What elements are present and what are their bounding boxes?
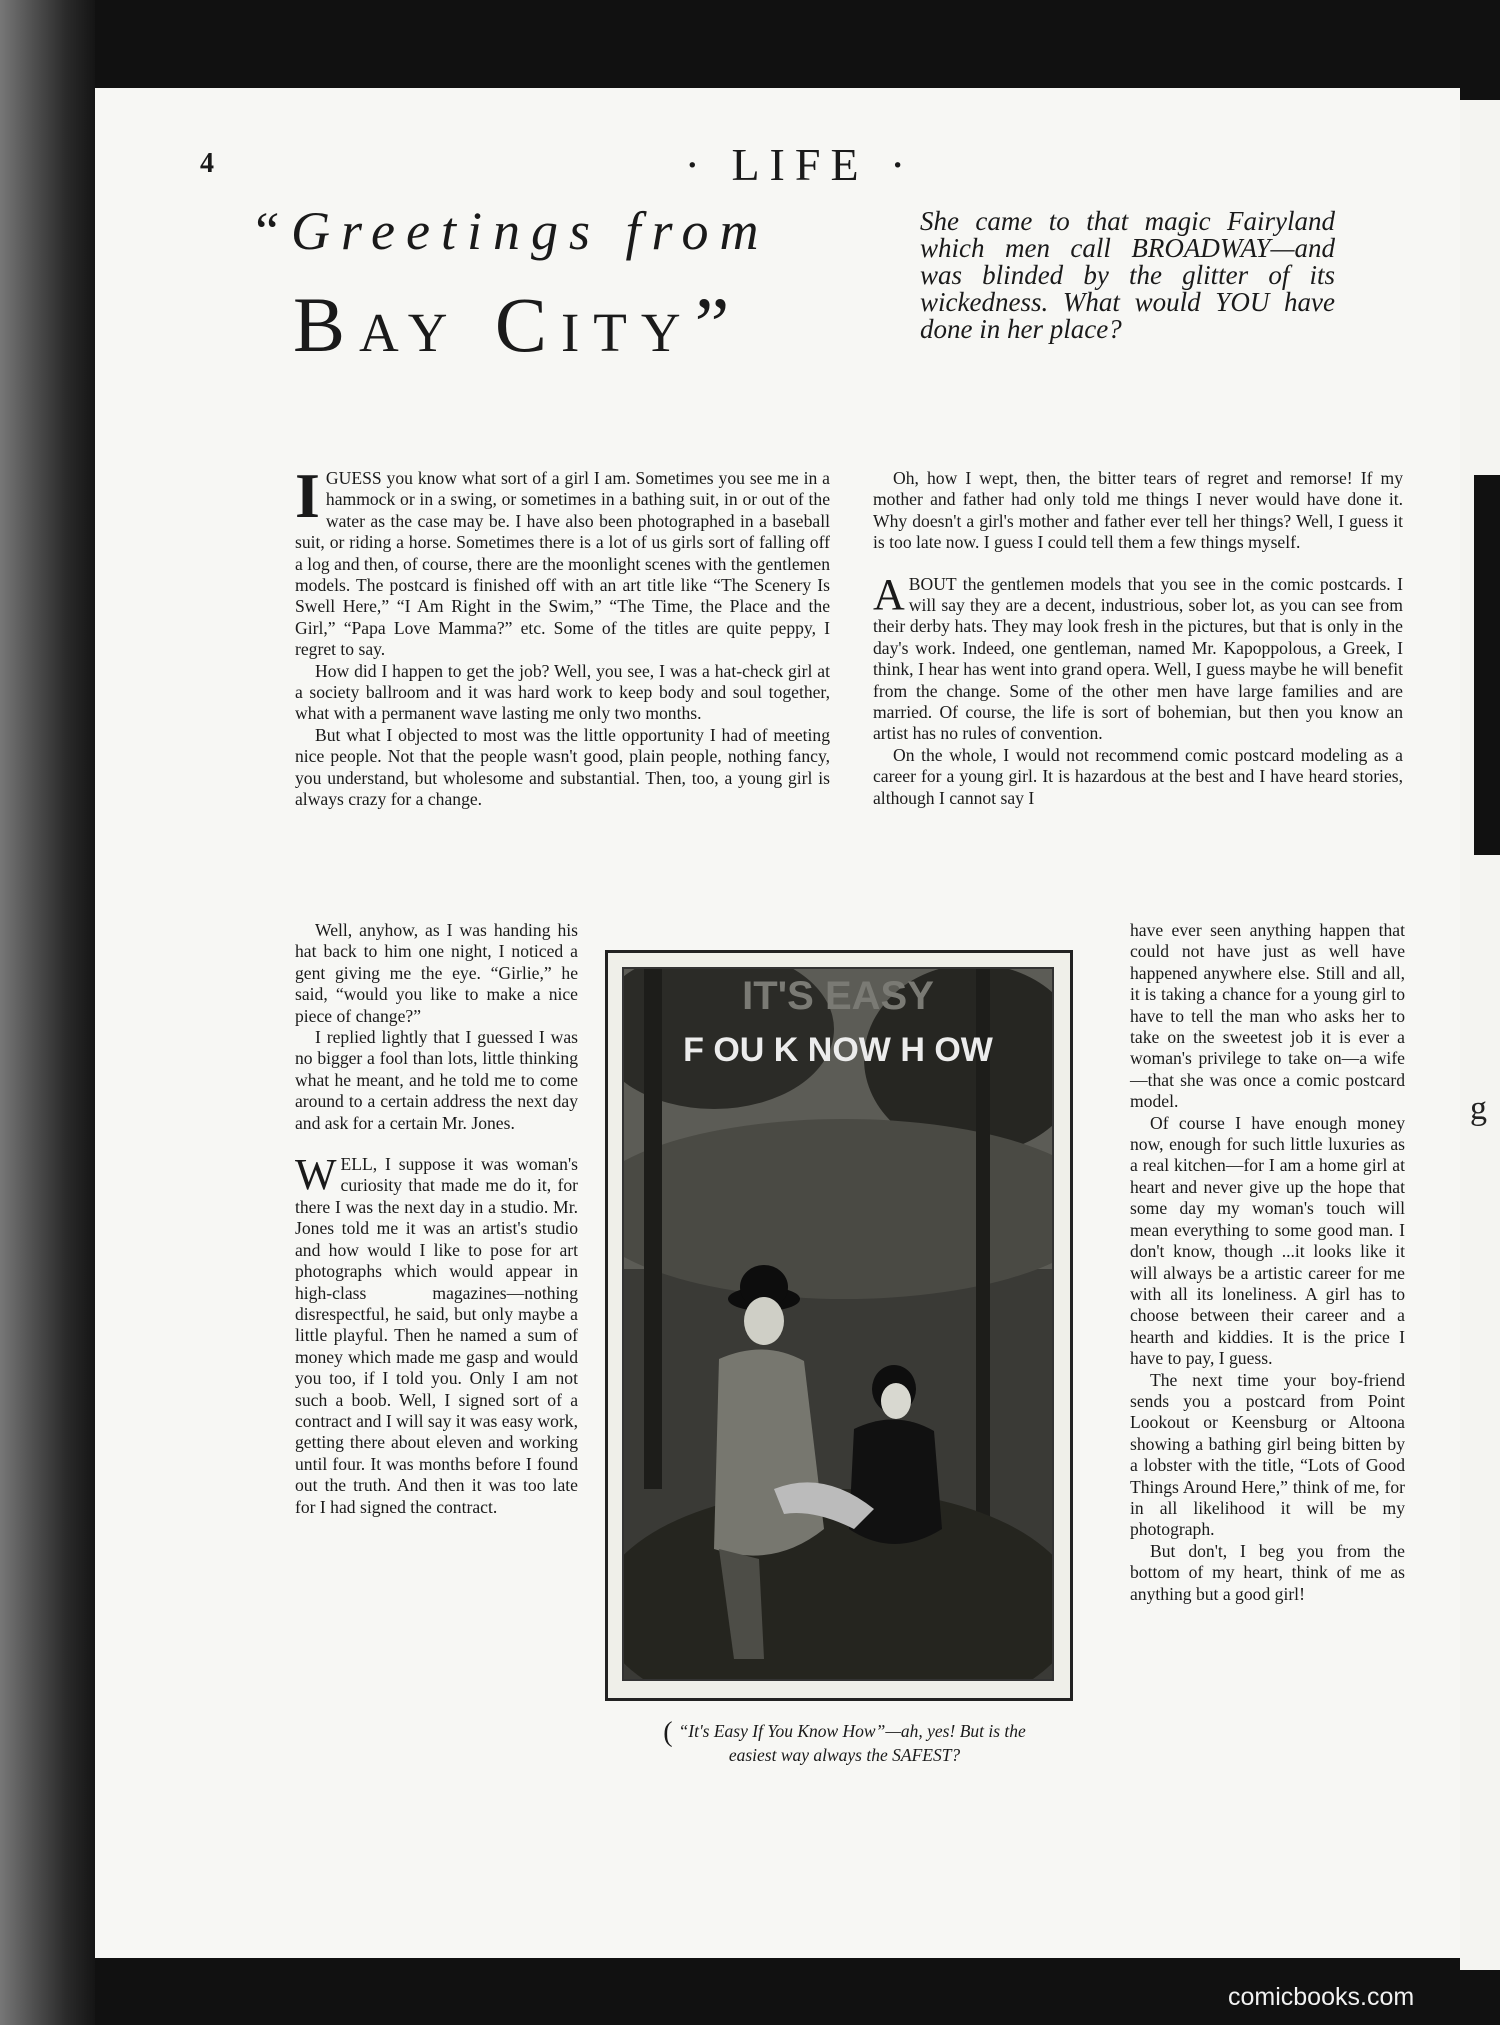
- paragraph: Well, anyhow, as I was handing his hat back to him one night, I noticed a gent giving me the eye. “Girlie,” he said, “would you like to make a nice piece of change?”: [295, 920, 578, 1026]
- right-column-narrow: [1130, 920, 1405, 1605]
- paragraph: On the whole, I would not recommend comic postcard modeling as a career for a young girl. It is hazardous at the best and I have heard stories, although I cannot say I: [873, 744, 1403, 808]
- article-title-line1: “Greetings from: [250, 201, 770, 261]
- left-column: [295, 460, 830, 811]
- postcard-illustration: [624, 969, 1052, 1679]
- paragraph-text: ELL, I suppose it was woman's curiosity that made me do it, for there I was the next day in a studio. Mr. Jones told me it was an artist's studio and how would I like to pose for art photographs which would appear in high-class magazines—nothing disrespectful, he said, but only maybe a little playful. Then he named a sum of money which made me gasp and would you too, if I told you. Only I am not such a boob. Well, I signed sort of a contract and I will say it was easy work, getting there about eleven and working until four. It was months before I found out the truth. And then it was too late for I had signed the contract.: [295, 1154, 578, 1517]
- postcard-photo-frame: [605, 950, 1073, 1701]
- paragraph-text: BOUT the gentlemen models that you see in the comic postcards. I will say they are a decent, industrious, sober lot, as you can see from their derby hats. They may look fresh in the pictures, but that is only in the day's work. Indeed, one gentleman, named Mr. Kapoppolous, a Greek, I think, I hear has went into grand opera. Well, I guess maybe he will benefit from the change. Some of the other men have large families and are married. Of course, the life is sort of bohemian, but then you know an artist has no rules of convention.: [873, 573, 1403, 744]
- paragraph: [873, 569, 1403, 745]
- paragraph: Of course I have enough money now, enough for such little luxuries as a real kitchen—for I am a home girl at heart and never give up the hope that some day my woman's touch will mean everything to some good man. I don't know, though ...it looks like it will always be a artistic career for me with all its loneliness. A girl has to choose between their career and a hearth and kiddies. It is the price I have to pay, I guess.: [1130, 1112, 1405, 1369]
- left-column-narrow: [295, 920, 578, 1518]
- caption-line1: “It's Easy If You Know How”—ah, yes! But is the: [678, 1721, 1026, 1741]
- paragraph: [295, 1150, 578, 1518]
- paragraph: [295, 460, 830, 661]
- postcard-title-faded: IT'S EASY: [742, 974, 934, 1018]
- masthead: · LIFE ·: [684, 139, 916, 190]
- paragraph: How did I happen to get the job? Well, you see, I was a hat-check girl at a society ballroom and it was hard work to keep body and soul together, what with a permanent wave lasting me only two months.: [295, 660, 830, 724]
- photo-caption: [592, 1717, 1097, 1767]
- right-column: [873, 468, 1403, 809]
- paragraph: I replied lightly that I guessed I was no bigger a fool than lots, little thinking what he meant, and he told me to come around to a certain address the next day and ask for a certain Mr. Jones.: [295, 1027, 578, 1133]
- page-number: 4: [200, 148, 214, 179]
- facing-page-dark-block: [1474, 475, 1500, 855]
- drop-cap: W: [295, 1150, 337, 1200]
- postcard-title: F OU K NOW H OW: [683, 1031, 993, 1069]
- drop-cap: A: [873, 569, 905, 619]
- scan-left-margin: [0, 0, 95, 2025]
- paragraph: But don't, I beg you from the bottom of my heart, think of me as anything but a good girl!: [1130, 1540, 1405, 1604]
- paragraph-text: GUESS you know what sort of a girl I am. Sometimes you see me in a hammock or in a swing, or sometimes in a bathing suit, in or out of the water as the case may be. I have also been photographed in a baseball suit, or riding a horse. Sometimes there is a lot of us girls sort of falling off a log and then, of course, there are the moonlight scenes with the gentlemen models. The postcard is finished off with an art title like “The Scenery Is Swell Here,” “I Am Right in the Swim,” “The Time, the Place and the Girl,” “Papa Love Mamma?” etc. Some of the titles are quite peppy, I regret to say.: [295, 468, 830, 660]
- facing-page-letter: g: [1470, 1090, 1487, 1127]
- paragraph: Oh, how I wept, then, the bitter tears of regret and remorse! If my mother and father had only told me things I never would have done it. Why doesn't a girl's mother and father ever tell her things? Well, I guess it is too late now. I guess I could tell them a few things myself.: [873, 468, 1403, 553]
- postcard-photo: [622, 967, 1054, 1681]
- paragraph: But what I objected to most was the little opportunity I had of meeting nice people. Not that the people wasn't good, plain people, nothing fancy, you understand, but wholesome and substantial. Then, too, a young girl is always crazy for a change.: [295, 724, 830, 810]
- paragraph: The next time your boy-friend sends you a postcard from Point Lookout or Keensburg or Altoona showing a bathing girl being bitten by a lobster with the title, “Lots of Good Things Around Here,” think of me, for in all likelihood it will be my photograph.: [1130, 1369, 1405, 1540]
- article-deck: She came to that magic Fairyland which men call BROADWAY—and was blinded by the glitter of its wickedness. What would YOU have done in her place?: [920, 206, 1335, 344]
- source-watermark: comicbooks.com: [1228, 1983, 1415, 2011]
- article-title-line2: Bay City”: [293, 281, 744, 368]
- drop-cap: I: [295, 460, 320, 531]
- paragraph: have ever seen anything happen that could not have just as well have happened anywhere else. Still and all, it is taking a chance for a young girl to have to tell the man who asks her to take on the sweetest job it is ever a woman's privilege to take on—a wife—that she was once a comic postcard model.: [1130, 920, 1405, 1112]
- caption-mark: (: [663, 1717, 673, 1748]
- caption-line2: easiest way always the SAFEST?: [728, 1745, 961, 1765]
- facing-page-edge: [1460, 100, 1500, 1970]
